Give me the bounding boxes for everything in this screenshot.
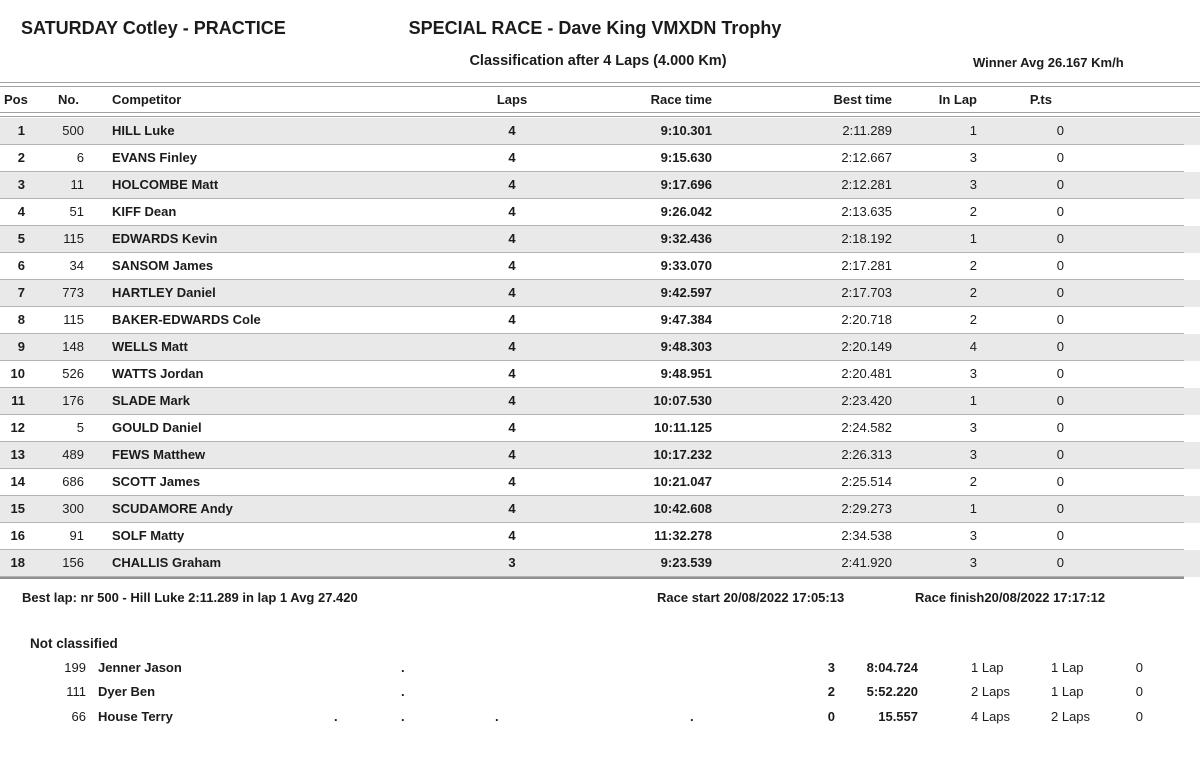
not-classified-row <box>0 705 1200 729</box>
cell-pts: 0 <box>1056 501 1064 516</box>
cell-in-lap: 2 <box>969 285 977 300</box>
cell-laps: 4 <box>508 339 516 354</box>
cell-pts: 0 <box>1056 420 1064 435</box>
cell-pos: 8 <box>17 312 25 327</box>
cell-no: 773 <box>62 285 84 300</box>
cell-competitor: SLADE Mark <box>112 393 191 408</box>
cell-no: 115 <box>63 231 84 246</box>
cell-pos: 2 <box>17 150 25 165</box>
double-rule-header-bottom <box>0 112 1200 117</box>
table-row <box>0 118 1200 145</box>
cell-pts: 0 <box>1056 123 1064 138</box>
nc-cell-pts: 0 <box>1135 660 1143 675</box>
cell-pts: 0 <box>1056 204 1064 219</box>
nc-cell-gap-laps: 2 Laps <box>971 684 1011 699</box>
not-classified-row <box>0 656 1200 680</box>
cell-competitor: SCUDAMORE Andy <box>112 501 233 516</box>
cell-pts: 0 <box>1056 339 1064 354</box>
table-row <box>0 253 1200 280</box>
table-row <box>0 388 1200 415</box>
cell-pos: 11 <box>11 393 25 408</box>
cell-laps: 4 <box>508 258 516 273</box>
cell-race-time: 10:21.047 <box>653 474 712 489</box>
cell-spacer <box>1065 442 1200 469</box>
cell-spacer <box>1065 172 1200 199</box>
cell-competitor: WELLS Matt <box>112 339 188 354</box>
table-row <box>0 145 1200 172</box>
cell-competitor: EDWARDS Kevin <box>112 231 218 246</box>
cell-pos: 1 <box>17 123 25 138</box>
nc-cell-gap-in-lap: 1 Lap <box>1051 660 1084 675</box>
table-row <box>0 442 1200 469</box>
nc-cell-laps: 3 <box>827 660 835 675</box>
cell-in-lap: 1 <box>969 123 977 138</box>
cell-pos: 13 <box>10 447 25 462</box>
table-row <box>0 550 1200 577</box>
cell-spacer <box>1065 523 1200 550</box>
cell-best-time: 2:23.420 <box>841 393 892 408</box>
cell-competitor: EVANS Finley <box>112 150 198 165</box>
nc-cell-dot: . <box>401 660 405 675</box>
cell-best-time: 2:13.635 <box>841 204 892 219</box>
cell-best-time: 2:11.289 <box>842 123 892 138</box>
cell-race-time: 10:17.232 <box>653 447 712 462</box>
nc-cell-dot: . <box>334 709 338 724</box>
cell-pos: 6 <box>17 258 25 273</box>
cell-best-time: 2:34.538 <box>841 528 892 543</box>
cell-spacer <box>1065 361 1200 388</box>
cell-pos: 9 <box>17 339 25 354</box>
cell-competitor: SCOTT James <box>112 474 201 489</box>
nc-cell-dot: . <box>401 709 405 724</box>
cell-no: 51 <box>69 204 84 219</box>
cell-pos: 14 <box>10 474 25 489</box>
nc-cell-dot: . <box>690 709 694 724</box>
cell-laps: 4 <box>508 204 516 219</box>
cell-pts: 0 <box>1056 474 1064 489</box>
cell-pts: 0 <box>1056 528 1064 543</box>
cell-pos: 3 <box>17 177 25 192</box>
cell-pos: 10 <box>10 366 25 381</box>
cell-race-time: 10:11.125 <box>654 420 712 435</box>
cell-laps: 4 <box>508 501 516 516</box>
cell-spacer <box>1065 145 1200 172</box>
cell-in-lap: 2 <box>969 204 977 219</box>
nc-cell-pts: 0 <box>1135 709 1143 724</box>
cell-competitor: FEWS Matthew <box>112 447 206 462</box>
nc-cell-gap-in-lap: 2 Laps <box>1051 709 1091 724</box>
cell-in-lap: 3 <box>969 420 977 435</box>
cell-laps: 4 <box>508 393 516 408</box>
cell-pos: 7 <box>17 285 25 300</box>
cell-in-lap: 2 <box>969 312 977 327</box>
cell-competitor: HOLCOMBE Matt <box>112 177 219 192</box>
cell-race-time: 10:07.530 <box>653 393 712 408</box>
cell-best-time: 2:29.273 <box>841 501 892 516</box>
nc-cell-no: 111 <box>66 684 86 699</box>
cell-best-time: 2:26.313 <box>841 447 892 462</box>
nc-cell-name: House Terry <box>98 709 173 724</box>
cell-pts: 0 <box>1056 393 1064 408</box>
cell-laps: 4 <box>508 312 516 327</box>
col-header-best-time: Best time <box>833 92 892 107</box>
cell-in-lap: 1 <box>969 231 977 246</box>
nc-cell-time: 15.557 <box>878 709 918 724</box>
table-row <box>0 496 1200 523</box>
cell-best-time: 2:12.667 <box>841 150 892 165</box>
cell-competitor: WATTS Jordan <box>112 366 204 381</box>
cell-in-lap: 1 <box>969 501 977 516</box>
cell-race-time: 11:32.278 <box>654 528 712 543</box>
cell-spacer <box>1065 226 1200 253</box>
cell-best-time: 2:24.582 <box>841 420 892 435</box>
cell-race-time: 9:48.951 <box>660 366 712 381</box>
cell-pts: 0 <box>1056 366 1064 381</box>
session-title: SATURDAY Cotley - PRACTICE <box>21 18 286 38</box>
cell-race-time: 9:33.070 <box>660 258 712 273</box>
table-row <box>0 280 1200 307</box>
cell-best-time: 2:20.718 <box>841 312 892 327</box>
classification-subtitle: Classification after 4 Laps (4.000 Km) <box>469 53 727 69</box>
table-row <box>0 172 1200 199</box>
cell-competitor: HARTLEY Daniel <box>112 285 216 300</box>
cell-in-lap: 3 <box>969 528 977 543</box>
cell-pos: 5 <box>17 231 25 246</box>
col-header-laps: Laps <box>496 92 528 107</box>
table-row <box>0 199 1200 226</box>
cell-no: 526 <box>62 366 84 381</box>
best-lap-note: Best lap: nr 500 - Hill Luke 2:11.289 in lap 1 Avg 27.420 <box>22 590 358 605</box>
nc-cell-gap-laps: 1 Lap <box>971 660 1004 675</box>
cell-spacer <box>1065 199 1200 226</box>
col-header-no: No. <box>58 92 79 107</box>
cell-laps: 4 <box>508 366 516 381</box>
cell-race-time: 9:32.436 <box>660 231 712 246</box>
nc-cell-laps: 2 <box>827 684 835 699</box>
cell-laps: 4 <box>508 231 516 246</box>
cell-race-time: 9:17.696 <box>660 177 712 192</box>
cell-in-lap: 1 <box>969 393 977 408</box>
cell-pos: 12 <box>10 420 25 435</box>
cell-best-time: 2:25.514 <box>841 474 892 489</box>
nc-cell-dot: . <box>401 684 405 699</box>
cell-no: 500 <box>62 123 84 138</box>
cell-spacer <box>1065 334 1200 361</box>
cell-pts: 0 <box>1056 150 1064 165</box>
cell-race-time: 9:10.301 <box>660 123 712 138</box>
col-header-in-lap: In Lap <box>938 92 977 107</box>
cell-laps: 4 <box>508 474 516 489</box>
nc-cell-gap-laps: 4 Laps <box>971 709 1011 724</box>
col-header-competitor: Competitor <box>112 92 182 107</box>
cell-competitor: SANSOM James <box>112 258 214 273</box>
cell-competitor: GOULD Daniel <box>112 420 202 435</box>
cell-in-lap: 2 <box>969 474 977 489</box>
cell-race-time: 9:26.042 <box>660 204 712 219</box>
cell-best-time: 2:18.192 <box>841 231 892 246</box>
cell-no: 156 <box>62 555 84 570</box>
table-row <box>0 415 1200 442</box>
cell-laps: 4 <box>508 447 516 462</box>
col-header-pos: Pos <box>4 92 28 107</box>
nc-cell-dot: . <box>495 709 499 724</box>
cell-best-time: 2:17.703 <box>841 285 892 300</box>
cell-competitor: KIFF Dean <box>112 204 177 219</box>
cell-no: 300 <box>62 501 84 516</box>
cell-laps: 4 <box>508 528 516 543</box>
winner-average-speed: Winner Avg 26.167 Km/h <box>973 55 1124 70</box>
cell-laps: 4 <box>508 177 516 192</box>
cell-no: 34 <box>69 258 84 273</box>
cell-no: 91 <box>69 528 84 543</box>
cell-no: 176 <box>62 393 84 408</box>
nc-cell-name: Dyer Ben <box>98 684 156 699</box>
table-row <box>0 361 1200 388</box>
cell-spacer <box>1065 307 1200 334</box>
cell-pts: 0 <box>1056 555 1064 570</box>
cell-laps: 4 <box>508 285 516 300</box>
nc-cell-name: Jenner Jason <box>98 660 182 675</box>
results-table-body <box>0 118 1200 577</box>
cell-competitor: HILL Luke <box>112 123 175 138</box>
cell-pts: 0 <box>1056 231 1064 246</box>
cell-laps: 3 <box>508 555 516 570</box>
not-classified-heading: Not classified <box>30 636 118 651</box>
nc-cell-laps: 0 <box>827 709 835 724</box>
cell-spacer <box>1065 388 1200 415</box>
cell-best-time: 2:41.920 <box>841 555 892 570</box>
cell-in-lap: 2 <box>969 258 977 273</box>
race-title: SPECIAL RACE - Dave King VMXDN Trophy <box>408 18 782 38</box>
cell-no: 148 <box>62 339 84 354</box>
race-finish-note: Race finish20/08/2022 17:17:12 <box>915 590 1106 605</box>
table-row <box>0 226 1200 253</box>
cell-pts: 0 <box>1056 447 1064 462</box>
table-row <box>0 469 1200 496</box>
cell-race-time: 9:47.384 <box>660 312 712 327</box>
cell-best-time: 2:20.149 <box>841 339 892 354</box>
cell-no: 489 <box>62 447 84 462</box>
cell-competitor: BAKER-EDWARDS Cole <box>112 312 261 327</box>
race-start-note: Race start 20/08/2022 17:05:13 <box>657 590 845 605</box>
cell-spacer <box>1065 253 1200 280</box>
nc-cell-time: 8:04.724 <box>866 660 918 675</box>
col-header-race-time: Race time <box>650 92 712 107</box>
cell-best-time: 2:17.281 <box>841 258 892 273</box>
cell-in-lap: 3 <box>969 177 977 192</box>
cell-no: 6 <box>76 150 84 165</box>
cell-no: 5 <box>76 420 84 435</box>
cell-pos: 18 <box>10 555 25 570</box>
cell-no: 686 <box>62 474 84 489</box>
table-row <box>0 523 1200 550</box>
col-header-pts: P.ts <box>1029 92 1052 107</box>
cell-spacer <box>1065 415 1200 442</box>
cell-no: 115 <box>63 312 84 327</box>
cell-no: 11 <box>70 177 84 192</box>
cell-pos: 4 <box>17 204 25 219</box>
cell-race-time: 10:42.608 <box>653 501 712 516</box>
cell-in-lap: 3 <box>969 366 977 381</box>
nc-cell-no: 199 <box>64 660 86 675</box>
nc-cell-no: 66 <box>71 709 86 724</box>
cell-spacer <box>1065 118 1200 145</box>
cell-pts: 0 <box>1056 177 1064 192</box>
cell-spacer <box>1065 469 1200 496</box>
cell-in-lap: 4 <box>969 339 977 354</box>
cell-pos: 16 <box>10 528 25 543</box>
cell-laps: 4 <box>508 420 516 435</box>
cell-spacer <box>1065 550 1200 577</box>
table-bottom-rule <box>0 577 1184 579</box>
cell-spacer <box>1065 496 1200 523</box>
cell-race-time: 9:23.539 <box>660 555 712 570</box>
cell-competitor: SOLF Matty <box>112 528 185 543</box>
nc-cell-pts: 0 <box>1135 684 1143 699</box>
nc-cell-time: 5:52.220 <box>866 684 918 699</box>
cell-laps: 4 <box>508 150 516 165</box>
cell-pts: 0 <box>1056 312 1064 327</box>
cell-in-lap: 3 <box>969 447 977 462</box>
cell-spacer <box>1065 280 1200 307</box>
cell-race-time: 9:42.597 <box>660 285 712 300</box>
cell-race-time: 9:15.630 <box>660 150 712 165</box>
cell-in-lap: 3 <box>969 150 977 165</box>
cell-competitor: CHALLIS Graham <box>112 555 222 570</box>
cell-best-time: 2:12.281 <box>841 177 892 192</box>
cell-race-time: 9:48.303 <box>660 339 712 354</box>
cell-laps: 4 <box>508 123 516 138</box>
table-header-row <box>0 87 1200 112</box>
cell-pts: 0 <box>1056 285 1064 300</box>
not-classified-row <box>0 680 1200 704</box>
nc-cell-gap-in-lap: 1 Lap <box>1051 684 1084 699</box>
cell-in-lap: 3 <box>969 555 977 570</box>
cell-pos: 15 <box>10 501 25 516</box>
table-row <box>0 307 1200 334</box>
table-row <box>0 334 1200 361</box>
cell-best-time: 2:20.481 <box>841 366 892 381</box>
cell-pts: 0 <box>1056 258 1064 273</box>
col-header-spacer <box>1065 87 1200 112</box>
